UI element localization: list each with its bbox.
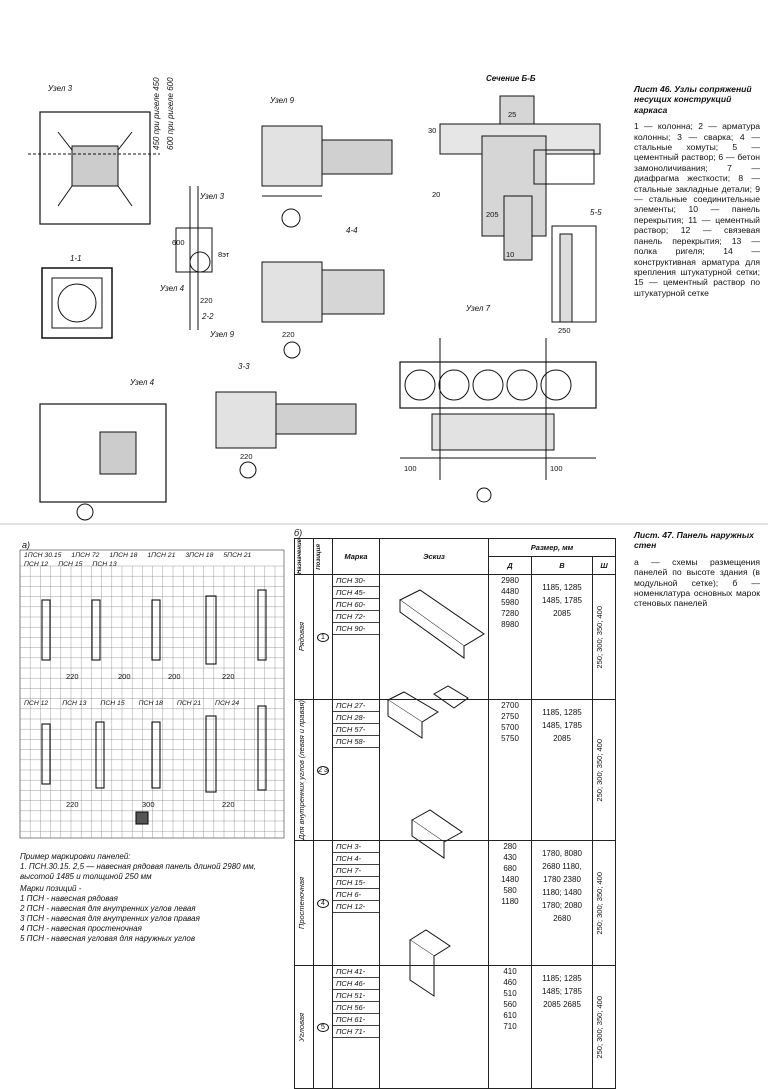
th-length: Д [489, 556, 532, 574]
marking-notes [20, 852, 282, 944]
height-values: 1780, 8080 2680 1180, 1780 2380 1180; 1480 1780; 2080 2680 [541, 848, 583, 923]
scheme-dim-220-4: 220 [222, 800, 235, 809]
label-uzel-3: Узел 3 [48, 84, 73, 93]
th-size: Размер, мм [489, 539, 616, 557]
table-row [295, 574, 616, 699]
dim-100-b: 100 [550, 464, 563, 473]
scheme-dim-300: 300 [142, 800, 155, 809]
cell-purpose [295, 699, 314, 840]
panel-mark: ПСН 30- [333, 575, 379, 587]
dim-25: 25 [508, 110, 517, 119]
panel-mark: ПСН 58- [333, 736, 379, 748]
position-number: 4 [317, 899, 329, 908]
position-number: 5 [317, 1023, 329, 1032]
scheme-panel-label: 3ПСН 18 [185, 552, 214, 559]
cell-position [314, 965, 333, 1088]
panel-mark: ПСН 6- [333, 889, 379, 901]
dim-220-a: 220 [282, 330, 295, 339]
cell-length [489, 574, 532, 699]
positions-title: Марки позиций - [20, 884, 82, 893]
dim-8et: 8эт [218, 250, 230, 259]
label-uzel-3-small: Узел 3 [200, 192, 225, 201]
table-row [295, 965, 616, 1088]
example-text: 1. ПСН.30.15. 2,5 — навесная рядовая панель длиной 2980 мм, высотой 1485 и толщиной 250 мм [20, 862, 257, 881]
dim-205: 205 [486, 210, 499, 219]
height-values: 1185; 1285 1485; 1785 2085 2685 [541, 973, 583, 1009]
scheme-panel-label: ПСН 13 [62, 700, 87, 707]
label-section-4-4: 4-4 [346, 226, 358, 235]
thickness-values: 250; 300; 350; 400 [595, 605, 604, 669]
dim-20: 20 [432, 190, 441, 199]
cell-purpose [295, 574, 314, 699]
position-note: 3 ПСН - навесная для внутренних углов правая [20, 914, 200, 923]
cell-length [489, 840, 532, 965]
label-uzel-4-small: Узел 4 [160, 284, 185, 293]
sheet-47-caption [634, 530, 760, 609]
length-value: 680 [503, 863, 517, 873]
th-purpose: Назначение [295, 539, 314, 575]
sheet-46-caption [634, 84, 760, 298]
cell-length [489, 965, 532, 1088]
cell-marks [333, 840, 380, 965]
panel-mark: ПСН 51- [333, 990, 379, 1002]
label-uzel-9: Узел 9 [270, 96, 295, 105]
cell-length [489, 699, 532, 840]
panel-mark: ПСН 15- [333, 877, 379, 889]
length-value: 2980 [501, 575, 519, 585]
cell-height [532, 840, 593, 965]
example-title: Пример маркировки панелей: [20, 852, 131, 861]
cell-position [314, 574, 333, 699]
panel-mark: ПСН 72- [333, 611, 379, 623]
label-section-bb: Сечение Б-Б [486, 74, 536, 83]
thickness-values: 250; 300; 350; 400 [595, 995, 604, 1059]
label-uzel-9-small: Узел 9 [210, 330, 235, 339]
cell-sketch [380, 699, 489, 840]
cell-sketch [380, 965, 489, 1088]
length-value: 580 [503, 885, 517, 895]
position-number: 1 [317, 633, 329, 642]
scheme-panel-label: ПСН 12 [24, 561, 49, 568]
scheme-dim-220-3: 220 [66, 800, 79, 809]
dim-10: 10 [506, 250, 515, 259]
label-section-5-5: 5-5 [590, 208, 602, 217]
panel-mark: ПСН 7- [333, 865, 379, 877]
position-note: 1 ПСН - навесная рядовая [20, 894, 118, 903]
label-b: б) [294, 528, 303, 538]
scheme-panel-label: 1ПСН 30.15 [24, 552, 62, 559]
cell-marks [333, 699, 380, 840]
position-note: 2 ПСН - навесная для внутренних углов левая [20, 904, 196, 913]
panel-mark: ПСН 71- [333, 1026, 379, 1038]
scheme-panel-label: ПСН 15 [58, 561, 83, 568]
panel-nomenclature-table [294, 538, 616, 1089]
scheme-labels-row1 [24, 552, 282, 568]
length-value: 1480 [501, 874, 519, 884]
label-uzel-7: Узел 7 [466, 304, 491, 313]
height-values: 1185, 1285 1485, 1785 2085 [541, 582, 583, 618]
panel-mark: ПСН 28- [333, 712, 379, 724]
purpose-label: Угловая [297, 1012, 306, 1042]
th-height: В [532, 556, 593, 574]
length-value: 510 [503, 988, 517, 998]
th-sketch: Эскиз [380, 539, 489, 575]
panel-mark: ПСН 61- [333, 1014, 379, 1026]
scheme-panel-label: 1ПСН 18 [109, 552, 138, 559]
length-value: 8980 [501, 619, 519, 629]
sheet-46-legend: 1 — колонна; 2 — арматура колонны; 3 — сварка; 4 — стальные хомуты; 5 — цементный раствор; 6 — бетон замоноличивания; 7 — диафрагма жесткости; 8 — стальные закладные детали; 9 — стальные соединительные элементы; 10 — панель перекрытия; 11 — цементный раствор; 12 — связевая панель перекрытия; 13 — полка ригеля; 14 — конструктивная арматура для крепления штукатурной сетки; 15 — цементный раствор по штукатурной сетке [634, 121, 760, 298]
th-mark: Марка [333, 539, 380, 575]
length-value: 560 [503, 999, 517, 1009]
label-a: а) [22, 540, 31, 550]
panel-mark: ПСН 12- [333, 901, 379, 913]
cell-thickness [593, 699, 616, 840]
cell-marks [333, 965, 380, 1088]
sheet-46-title: Лист 46. Узлы сопряжений несущих конструкций каркаса [634, 84, 752, 115]
dim-220-b: 220 [240, 452, 253, 461]
length-value: 710 [503, 1021, 517, 1031]
length-value: 460 [503, 977, 517, 987]
sheet-47-title: Лист. 47. Панель наружных стен [634, 530, 754, 551]
label-uzel-4: Узел 4 [130, 378, 155, 387]
scheme-panel-label: 1ПСН 72 [71, 552, 100, 559]
table-row [295, 699, 616, 840]
label-rigel-600: 600 при ригеле 600 [166, 77, 175, 150]
cell-position [314, 699, 333, 840]
thickness-values: 250; 300; 350; 400 [595, 738, 604, 802]
length-value: 430 [503, 852, 517, 862]
scheme-panel-label: ПСН 12 [24, 700, 49, 707]
cell-sketch [380, 574, 489, 699]
label-section-2-2: 2-2 [202, 312, 214, 321]
cell-thickness [593, 840, 616, 965]
dim-250: 250 [558, 326, 571, 335]
scheme-dim-200-1: 200 [118, 672, 131, 681]
length-value: 5700 [501, 722, 519, 732]
purpose-label: Для внутренних углов (левая и правая) [297, 699, 306, 840]
cell-thickness [593, 965, 616, 1088]
cell-purpose [295, 840, 314, 965]
scheme-panel-label: ПСН 18 [138, 700, 163, 707]
dim-220-c: 220 [200, 296, 213, 305]
label-rigel-450: 450 при ригеле 450 [152, 77, 161, 150]
position-number: 2 3 [318, 766, 328, 774]
length-value: 610 [503, 1010, 517, 1020]
scheme-panel-label: ПСН 13 [92, 561, 117, 568]
length-value: 2750 [501, 711, 519, 721]
th-thickness: Ш [593, 556, 616, 574]
panel-mark: ПСН 45- [333, 587, 379, 599]
length-value: 280 [503, 841, 517, 851]
scheme-panel-label: ПСН 24 [215, 700, 240, 707]
panel-mark: ПСН 60- [333, 599, 379, 611]
panel-mark: ПСН 56- [333, 1002, 379, 1014]
cell-purpose [295, 965, 314, 1088]
scheme-dim-220-1: 220 [66, 672, 79, 681]
cell-sketch [380, 840, 489, 965]
scheme-dim-220-2: 220 [222, 672, 235, 681]
scheme-panel-label: ПСН 21 [176, 700, 202, 707]
th-position: Позиция [314, 539, 333, 575]
panel-mark: ПСН 3- [333, 841, 379, 853]
table-row [295, 840, 616, 965]
scheme-panel-label: ПСН 15 [100, 700, 125, 707]
thickness-values: 250; 300; 350; 400 [595, 871, 604, 935]
label-section-3-3: 3-3 [238, 362, 250, 371]
sheet-47-legend: а — схемы размещения панелей по высоте здания (в модульной сетке); б — номенклатура основных марок стеновых панелей [634, 556, 760, 609]
scheme-panel-label: 5ПСН 21 [223, 552, 252, 559]
panel-mark: ПСН 27- [333, 700, 379, 712]
positions-list [20, 894, 282, 944]
panel-mark: ПСН 41- [333, 966, 379, 978]
dim-600: 600 [172, 238, 185, 247]
cell-height [532, 574, 593, 699]
panel-mark: ПСН 90- [333, 623, 379, 635]
scheme-dim-200-2: 200 [168, 672, 181, 681]
length-value: 5980 [501, 597, 519, 607]
label-section-1-1: 1-1 [70, 254, 82, 263]
length-value: 1180 [501, 896, 519, 906]
cell-marks [333, 574, 380, 699]
cell-thickness [593, 574, 616, 699]
purpose-label: Рядовая [297, 622, 306, 652]
cell-height [532, 965, 593, 1088]
purpose-label: Простеночная [297, 876, 306, 929]
length-value: 5750 [501, 733, 519, 743]
scheme-panel-label: 1ПСН 21 [147, 552, 176, 559]
position-note: 5 ПСН - навесная угловая для наружных углов [20, 934, 196, 943]
dim-100-a: 100 [404, 464, 417, 473]
panel-mark: ПСН 4- [333, 853, 379, 865]
scheme-labels-row2 [24, 700, 282, 707]
length-value: 2700 [501, 700, 519, 710]
position-note: 4 ПСН - навесная простеночная [20, 924, 142, 933]
cell-height [532, 699, 593, 840]
length-value: 4480 [501, 586, 519, 596]
dim-30: 30 [428, 126, 437, 135]
length-value: 7280 [501, 608, 519, 618]
cell-position [314, 840, 333, 965]
panel-mark: ПСН 46- [333, 978, 379, 990]
height-values: 1185, 1285 1485, 1785 2085 [541, 707, 583, 743]
length-value: 410 [503, 966, 517, 976]
panel-mark: ПСН 57- [333, 724, 379, 736]
